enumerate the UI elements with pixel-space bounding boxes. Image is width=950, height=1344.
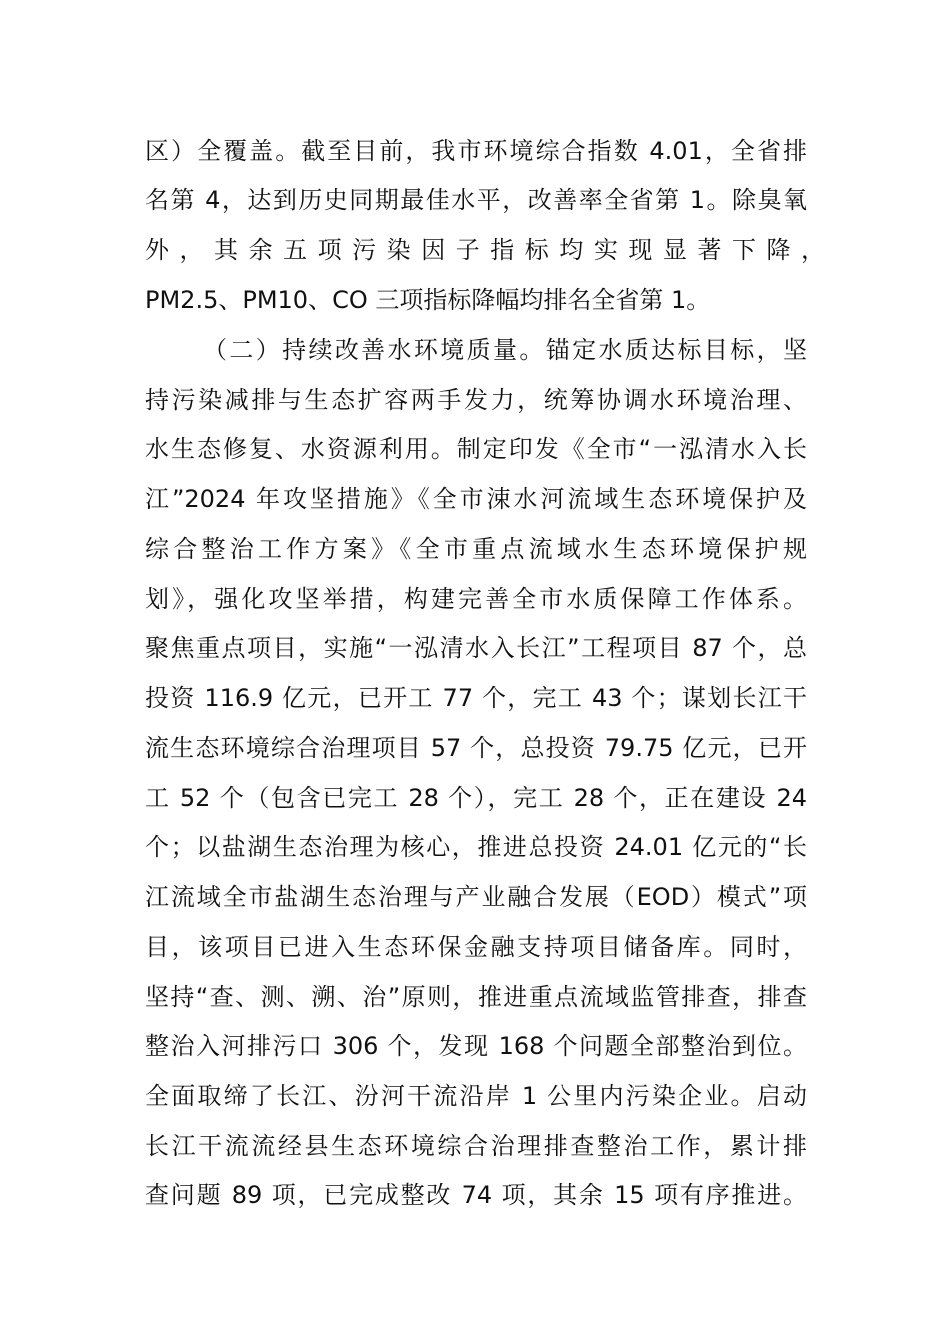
text-line-11: 聚焦重点项目，实施“一泓清水入长江”工程项目 87 个，总 xyxy=(145,634,807,662)
text-line-2: 名第 4，达到历史同期最佳水平，改善率全省第 1。除臭氧 xyxy=(145,186,807,214)
text-line-22: 查问题 89 项，已完成整改 74 项，其余 15 项有序推进。 xyxy=(145,1181,807,1209)
text-line-19: 整治入河排污口 306 个，发现 168 个问题全部整治到位。 xyxy=(145,1032,807,1060)
text-line-21: 长江干流流经县生态环境综合治理排查整治工作，累计排 xyxy=(145,1132,807,1160)
text-line-20: 全面取缔了长江、汾河干流沿岸 1 公里内污染企业。启动 xyxy=(145,1082,807,1110)
text-line-3: 外 ， 其 余 五 项 污 染 因 子 指 标 均 实 现 显 著 下 降 ， xyxy=(145,236,825,264)
section-heading-water: （二）持续改善水环境质量。锚定水质达标目标，坚 xyxy=(203,336,807,364)
text-line-17: 目，该项目已进入生态环保金融支持项目储备库。同时， xyxy=(145,933,807,961)
text-line-18: 坚持“查、测、溯、治”原则，推进重点流域监管排查，排查 xyxy=(145,983,807,1011)
text-line-1: 区）全覆盖。截至目前，我市环境综合指数 4.01，全省排 xyxy=(145,137,807,165)
text-line-16: 江流域全市盐湖生态治理与产业融合发展（EOD）模式”项 xyxy=(145,883,807,911)
text-line-12: 投资 116.9 亿元，已开工 77 个，完工 43 个；谋划长江干 xyxy=(145,684,807,712)
text-line-10: 划》，强化攻坚举措，构建完善全市水质保障工作体系。 xyxy=(145,585,807,613)
text-line-8: 江”2024 年攻坚措施》《全市涑水河流域生态环境保护及 xyxy=(145,485,807,513)
text-line-7: 水生态修复、水资源利用。制定印发《全市“一泓清水入长 xyxy=(145,435,807,463)
text-line-4: PM2.5、PM10、CO 三项指标降幅均排名全省第 1。 xyxy=(145,286,711,314)
text-line-15: 个；以盐湖生态治理为核心，推进总投资 24.01 亿元的“长 xyxy=(145,833,807,861)
text-line-6: 持污染减排与生态扩容两手发力，统筹协调水环境治理、 xyxy=(145,386,807,414)
text-line-13: 流生态环境综合治理项目 57 个，总投资 79.75 亿元，已开 xyxy=(145,734,807,762)
text-line-14: 工 52 个（包含已完工 28 个），完工 28 个，正在建设 24 xyxy=(145,784,807,812)
text-line-9: 综合整治工作方案》《全市重点流域水生态环境保护规 xyxy=(145,535,807,563)
